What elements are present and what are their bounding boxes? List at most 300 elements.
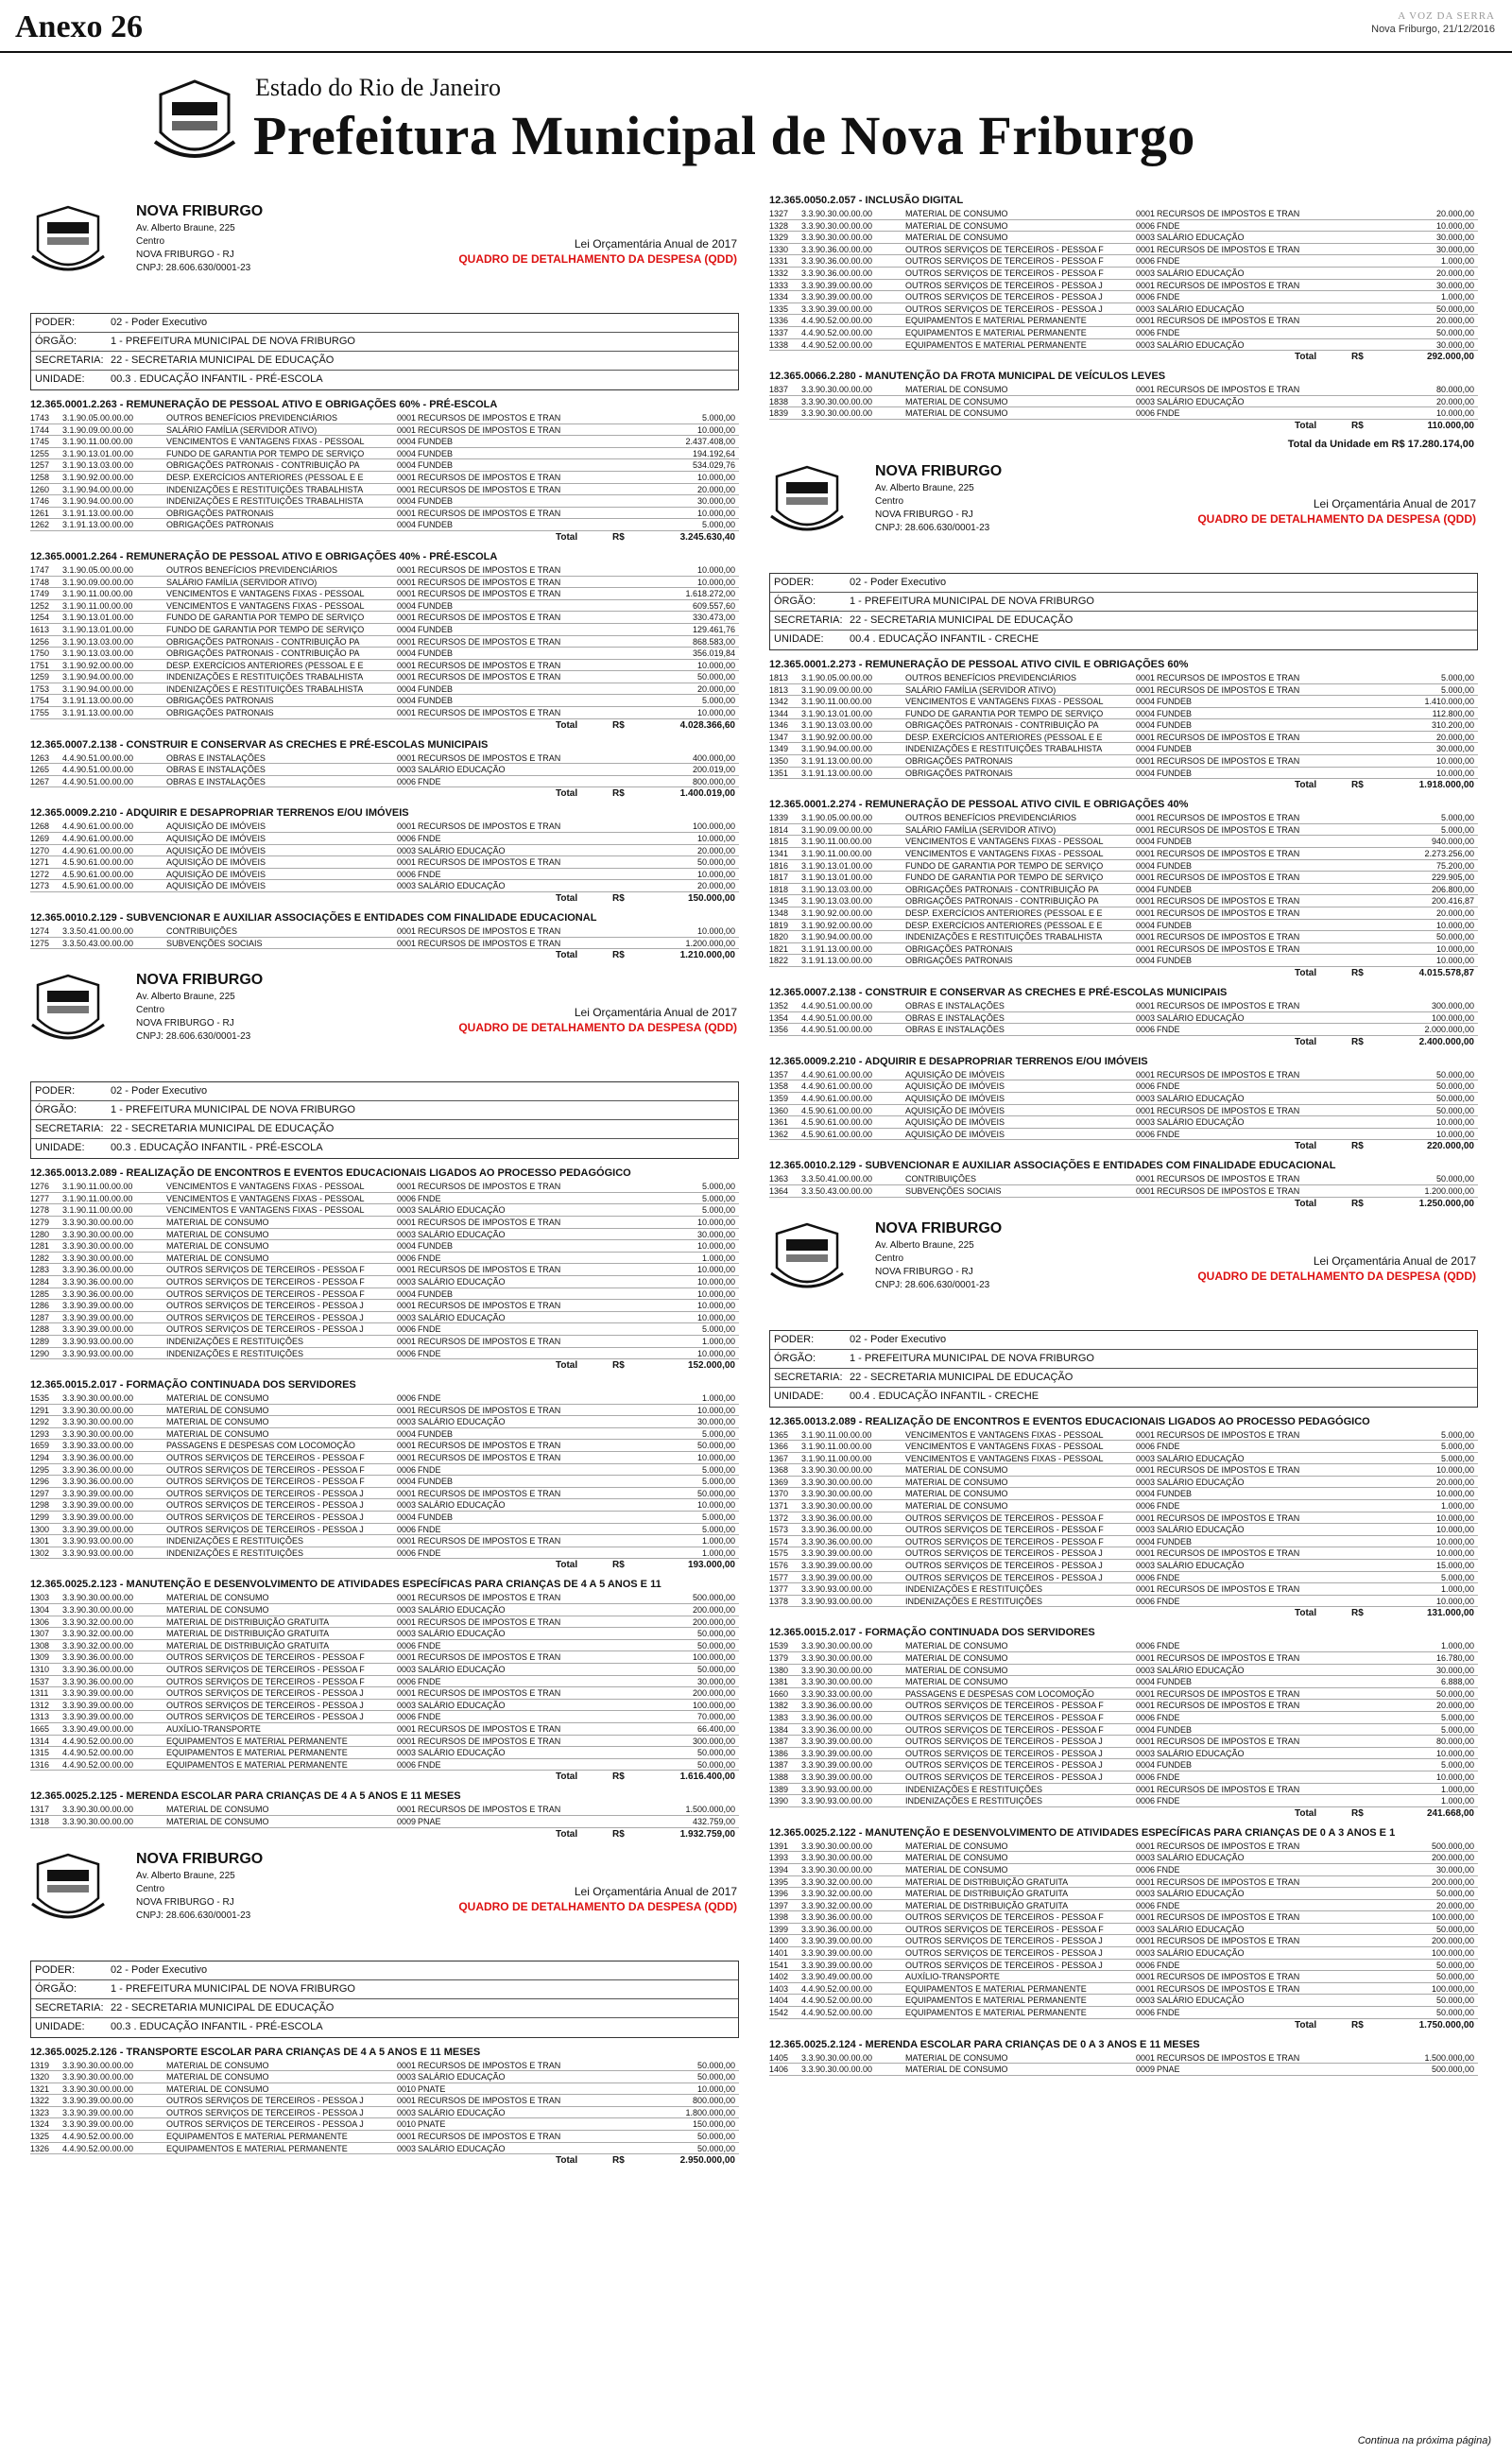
row-source-code: 0004 — [1136, 708, 1156, 718]
row-source-name: RECURSOS DE IMPOSTOS E TRAN — [1157, 873, 1300, 883]
unit-total-label: Total da Unidade em R$ — [1287, 438, 1405, 450]
row-source-name: RECURSOS DE IMPOSTOS E TRAN — [1157, 1912, 1300, 1923]
row-source-name: FNDE — [418, 1253, 441, 1263]
row-code: 1287 — [30, 1312, 50, 1322]
row-source-code: 0001 — [397, 857, 417, 868]
row-amount: 20.000,00 — [1435, 908, 1474, 918]
row-source-name: RECURSOS DE IMPOSTOS E TRAN — [418, 752, 561, 763]
row-code: 1330 — [769, 244, 789, 254]
row-amount: 800.000,00 — [692, 2096, 735, 2106]
row-classification: 3.3.90.30.00.00.00 — [62, 1428, 134, 1439]
row-description: MATERIAL DE CONSUMO — [166, 2072, 269, 2082]
budget-section — [23, 1789, 750, 1840]
row-classification: 3.1.90.92.00.00.00 — [62, 472, 134, 482]
table-row — [30, 2118, 739, 2131]
org-info-box — [30, 313, 739, 390]
row-source-code: 0004 — [397, 496, 417, 507]
row-amount: 100.000,00 — [692, 1700, 735, 1710]
row-classification: 3.3.90.93.00.00.00 — [62, 1348, 134, 1358]
row-code: 1382 — [769, 1701, 789, 1711]
row-amount: 10.000,00 — [1435, 220, 1474, 231]
row-description: MATERIAL DE DISTRIBUIÇÃO GRATUITA — [905, 1900, 1069, 1910]
row-description: AQUISIÇÃO DE IMÓVEIS — [166, 881, 266, 891]
row-amount: 10.000,00 — [696, 1265, 735, 1275]
currency-label: R$ — [612, 1560, 625, 1571]
row-code: 1393 — [769, 1853, 789, 1863]
row-source-name: RECURSOS DE IMPOSTOS E TRAN — [418, 589, 561, 599]
row-source-name: FNDE — [1157, 1641, 1180, 1651]
row-description: OBRIGAÇÕES PATRONAIS - CONTRIBUIÇÃO PA — [166, 636, 360, 647]
row-classification: 3.1.91.13.00.00.00 — [801, 768, 873, 778]
row-code: 1362 — [769, 1129, 789, 1139]
table-row — [30, 612, 739, 624]
row-description: OUTROS SERVIÇOS DE TERCEIROS - PESSOA J — [166, 1524, 364, 1534]
row-description: MATERIAL DE CONSUMO — [905, 220, 1008, 231]
table-row — [769, 1093, 1478, 1105]
row-source-code: 0004 — [1136, 1677, 1156, 1687]
row-code: 1816 — [769, 860, 789, 871]
row-classification: 4.4.90.61.00.00.00 — [801, 1093, 873, 1103]
row-source-code: 0004 — [1136, 744, 1156, 754]
table-row — [769, 2064, 1478, 2076]
row-amount: 10.000,00 — [696, 424, 735, 435]
row-source-code: 0004 — [397, 437, 417, 447]
row-source-code: 0006 — [1136, 1712, 1156, 1722]
row-description: VENCIMENTOS E VANTAGENS FIXAS - PESSOAL — [166, 589, 365, 599]
table-row — [769, 208, 1478, 220]
section-title: 12.365.0001.2.264 - REMUNERAÇÃO DE PESSOAL ATIVO E OBRIGAÇÕES 40% - PRÉ-ESCOLA — [30, 550, 498, 562]
currency-label: R$ — [1351, 420, 1364, 431]
table-row — [769, 1524, 1478, 1536]
row-classification: 3.1.90.05.00.00.00 — [801, 672, 873, 683]
row-classification: 3.3.90.32.00.00.00 — [62, 1629, 134, 1639]
row-code: 1306 — [30, 1616, 50, 1627]
row-description: MATERIAL DE CONSUMO — [166, 1816, 269, 1826]
row-code: 1325 — [30, 2132, 50, 2142]
table-row — [769, 1795, 1478, 1807]
row-code: 1354 — [769, 1012, 789, 1023]
row-description: INDENIZAÇÕES E RESTITUIÇÕES TRABALHISTA — [166, 484, 364, 494]
row-source-name: RECURSOS DE IMPOSTOS E TRAN — [418, 1182, 561, 1192]
total-label: Total — [556, 2155, 578, 2167]
section-title: 12.365.0015.2.017 - FORMAÇÃO CONTINUADA DOS SERVIDORES — [30, 1379, 356, 1391]
total-value: 1.250.000,00 — [1418, 1198, 1474, 1209]
row-source-code: 0004 — [397, 683, 417, 694]
row-source-name: FNDE — [1157, 1864, 1180, 1875]
row-classification: 3.3.90.93.00.00.00 — [62, 1536, 134, 1547]
row-description: DESP. EXERCÍCIOS ANTERIORES (PESSOAL E E — [905, 908, 1103, 918]
row-source-name: RECURSOS DE IMPOSTOS E TRAN — [1157, 2052, 1300, 2063]
row-classification: 3.3.90.49.00.00.00 — [62, 1723, 134, 1734]
row-code: 1265 — [30, 765, 50, 775]
row-amount: 50.000,00 — [1435, 1688, 1474, 1699]
table-row — [769, 280, 1478, 292]
row-description: OUTROS SERVIÇOS DE TERCEIROS - PESSOA J — [166, 1324, 364, 1335]
row-classification: 3.3.90.33.00.00.00 — [62, 1441, 134, 1451]
row-amount: 1.500.000,00 — [685, 1805, 735, 1815]
row-source-code: 0001 — [397, 1301, 417, 1311]
row-source-code: 0003 — [1136, 1525, 1156, 1535]
row-source-name: FNDE — [418, 1759, 441, 1770]
table-row — [769, 836, 1478, 848]
row-description: INDENIZAÇÕES E RESTITUIÇÕES — [166, 1536, 304, 1547]
row-code: 1837 — [769, 385, 789, 395]
row-classification: 3.3.90.30.00.00.00 — [62, 2072, 134, 2082]
budget-section — [762, 986, 1489, 1049]
row-classification: 3.3.90.30.00.00.00 — [801, 2065, 873, 2075]
row-source-code: 0003 — [397, 2107, 417, 2117]
row-code: 1665 — [30, 1723, 50, 1734]
row-source-code: 0001 — [1136, 1429, 1156, 1440]
row-code: 1755 — [30, 708, 50, 718]
table-row — [769, 1572, 1478, 1584]
org-info-value: 02 - Poder Executivo — [111, 317, 208, 328]
row-code: 1753 — [30, 683, 50, 694]
row-amount: 20.000,00 — [696, 881, 735, 891]
row-description: MATERIAL DE CONSUMO — [905, 1653, 1008, 1663]
table-row — [30, 1604, 739, 1616]
row-source-code: 0001 — [1136, 1983, 1156, 1994]
total-label: Total — [556, 1828, 578, 1840]
row-source-name: RECURSOS DE IMPOSTOS E TRAN — [1157, 1653, 1300, 1663]
qdd-title: QUADRO DE DETALHAMENTO DA DESPESA (QDD) — [458, 1899, 737, 1913]
section-total — [762, 1140, 1478, 1153]
row-source-code: 0001 — [1136, 1548, 1156, 1559]
row-amount: 100.000,00 — [1431, 1948, 1474, 1959]
budget-law-title: Lei Orçamentária Anual de 2017 — [574, 1884, 737, 1898]
table-row — [769, 1652, 1478, 1665]
row-amount: 10.000,00 — [696, 926, 735, 936]
address-line: CNPJ: 28.606.630/0001-23 — [136, 263, 251, 273]
row-source-code: 0001 — [397, 472, 417, 482]
row-classification: 3.1.90.13.01.00.00 — [62, 613, 134, 623]
row-source-code: 0006 — [397, 1253, 417, 1263]
row-classification: 3.3.90.36.00.00.00 — [62, 1664, 134, 1674]
currency-label: R$ — [612, 950, 625, 961]
currency-label: R$ — [612, 788, 625, 800]
section-title: 12.365.0025.2.125 - MERENDA ESCOLAR PARA CRIANÇAS DE 4 A 5 ANOS E 11 MESES — [30, 1790, 461, 1803]
row-amount: 10.000,00 — [1435, 943, 1474, 954]
municipality-name: NOVA FRIBURGO — [136, 203, 264, 219]
table-row — [769, 1876, 1478, 1889]
row-source-code: 0001 — [1136, 756, 1156, 767]
row-code: 1339 — [769, 813, 789, 823]
row-source-code: 0006 — [1136, 1960, 1156, 1970]
section-title: 12.365.0025.2.124 - MERENDA ESCOLAR PARA CRIANÇAS DE 0 A 3 ANOS E 11 MESES — [769, 2038, 1200, 2050]
row-amount: 5.000,00 — [701, 1512, 735, 1523]
row-code: 1390 — [769, 1796, 789, 1806]
row-code: 1365 — [769, 1429, 789, 1440]
currency-label: R$ — [1351, 1608, 1364, 1619]
table-row — [30, 1687, 739, 1700]
total-value: 131.000,00 — [1426, 1608, 1474, 1619]
row-source-code: 0004 — [397, 648, 417, 659]
address-line: Av. Alberto Braune, 225 — [136, 223, 235, 233]
table-row — [30, 1264, 739, 1276]
table-row — [769, 407, 1478, 420]
row-classification: 3.3.90.30.00.00.00 — [62, 1405, 134, 1415]
address-line: Av. Alberto Braune, 225 — [136, 1870, 235, 1881]
qdd-header — [762, 459, 1489, 573]
row-description: MATERIAL DE CONSUMO — [166, 1229, 269, 1239]
total-value: 1.932.759,00 — [679, 1828, 735, 1840]
row-source-code: 0003 — [397, 1312, 417, 1322]
row-classification: 3.1.90.09.00.00.00 — [801, 824, 873, 835]
left-column — [23, 194, 750, 2173]
row-source-name: RECURSOS DE IMPOSTOS E TRAN — [1157, 1429, 1300, 1440]
row-amount: 200.000,00 — [1431, 1936, 1474, 1946]
table-row — [769, 708, 1478, 720]
page-topbar — [0, 0, 1512, 53]
row-classification: 4.4.90.52.00.00.00 — [62, 1736, 134, 1746]
row-classification: 3.1.90.13.03.00.00 — [801, 720, 873, 731]
row-source-name: RECURSOS DE IMPOSTOS E TRAN — [1157, 1936, 1300, 1946]
row-description: OUTROS SERVIÇOS DE TERCEIROS - PESSOA F — [905, 1512, 1104, 1523]
row-amount: 50.000,00 — [1435, 1972, 1474, 1982]
section-total — [23, 1828, 739, 1841]
table-row — [30, 636, 739, 648]
table-row — [769, 1453, 1478, 1465]
row-amount: 5.000,00 — [701, 696, 735, 706]
currency-label: R$ — [1351, 780, 1364, 791]
row-description: MATERIAL DE CONSUMO — [166, 1605, 269, 1615]
row-description: MATERIAL DE CONSUMO — [166, 2060, 269, 2070]
row-classification: 3.3.90.30.00.00.00 — [62, 1605, 134, 1615]
row-code: 1745 — [30, 437, 50, 447]
row-code: 1380 — [769, 1665, 789, 1675]
row-amount: 10.000,00 — [696, 508, 735, 518]
row-amount: 30.000,00 — [1435, 244, 1474, 254]
table-row — [30, 776, 739, 788]
total-value: 220.000,00 — [1426, 1141, 1474, 1152]
row-description: OUTROS SERVIÇOS DE TERCEIROS - PESSOA F — [166, 1676, 365, 1686]
org-info-key: ÓRGÃO: — [774, 1352, 816, 1364]
table-row — [769, 1924, 1478, 1936]
row-source-name: RECURSOS DE IMPOSTOS E TRAN — [1157, 896, 1300, 907]
row-classification: 3.3.90.36.00.00.00 — [62, 1464, 134, 1475]
row-description: MATERIAL DE DISTRIBUIÇÃO GRATUITA — [166, 1629, 330, 1639]
row-source-name: RECURSOS DE IMPOSTOS E TRAN — [1157, 1548, 1300, 1559]
row-source-name: RECURSOS DE IMPOSTOS E TRAN — [418, 613, 561, 623]
table-row — [30, 519, 739, 531]
row-source-name: RECURSOS DE IMPOSTOS E TRAN — [1157, 1584, 1300, 1595]
row-classification: 3.1.90.13.01.00.00 — [801, 708, 873, 718]
row-code: 1576 — [769, 1561, 789, 1571]
org-info-row — [31, 1139, 738, 1158]
row-code: 1399 — [769, 1924, 789, 1934]
row-classification: 3.3.90.36.00.00.00 — [801, 1536, 873, 1547]
address-line: Centro — [136, 1883, 165, 1894]
table-row — [30, 1723, 739, 1736]
right-column — [762, 194, 1489, 2082]
section-title: 12.365.0050.2.057 - INCLUSÃO DIGITAL — [769, 195, 964, 206]
row-amount: 50.000,00 — [696, 1441, 735, 1451]
row-amount: 10.000,00 — [696, 1500, 735, 1511]
row-description: OUTROS SERVIÇOS DE TERCEIROS - PESSOA J — [166, 1488, 364, 1498]
row-source-name: FNDE — [1157, 1572, 1180, 1582]
row-classification: 3.3.90.30.00.00.00 — [62, 2060, 134, 2070]
row-amount: 50.000,00 — [1435, 1889, 1474, 1899]
table-row — [30, 1651, 739, 1664]
row-source-name: FNDE — [1157, 1442, 1180, 1452]
section-title: 12.365.0025.2.122 - MANUTENÇÃO E DESENVOLVIMENTO DE ATIVIDADES ESPECÍFICAS PARA CRIANÇAS DE 0 A 3 ANOS E 1 — [769, 1826, 1396, 1839]
row-amount: 50.000,00 — [1435, 327, 1474, 337]
row-source-code: 0003 — [1136, 268, 1156, 278]
row-description: OBRIGAÇÕES PATRONAIS — [905, 756, 1013, 767]
row-code: 1271 — [30, 857, 50, 868]
row-source-code: 0004 — [1136, 697, 1156, 707]
row-classification: 3.3.90.30.00.00.00 — [801, 385, 873, 395]
row-classification: 3.1.90.94.00.00.00 — [62, 496, 134, 507]
row-source-name: RECURSOS DE IMPOSTOS E TRAN — [418, 1453, 561, 1463]
table-row — [769, 1583, 1478, 1596]
total-value: 241.668,00 — [1426, 1807, 1474, 1819]
row-description: OUTROS SERVIÇOS DE TERCEIROS - PESSOA F — [905, 1525, 1104, 1535]
row-code: 1360 — [769, 1105, 789, 1115]
row-classification: 4.5.90.61.00.00.00 — [801, 1117, 873, 1128]
row-source-name: FNDE — [418, 1348, 441, 1358]
row-code: 1258 — [30, 472, 50, 482]
table-row — [769, 719, 1478, 732]
row-source-name: FUNDEB — [1157, 1677, 1193, 1687]
row-code: 1813 — [769, 684, 789, 695]
row-source-name: RECURSOS DE IMPOSTOS E TRAN — [1157, 756, 1300, 767]
address-line: NOVA FRIBURGO - RJ — [136, 250, 234, 260]
row-amount: 1.000,00 — [701, 1336, 735, 1346]
row-description: INDENIZAÇÕES E RESTITUIÇÕES — [905, 1596, 1043, 1606]
row-classification: 3.3.90.32.00.00.00 — [801, 1900, 873, 1910]
masthead-title: Prefeitura Municipal de Nova Friburgo — [253, 105, 1195, 166]
row-amount: 50.000,00 — [696, 2132, 735, 2142]
table-row — [30, 1452, 739, 1464]
row-amount: 80.000,00 — [1435, 1737, 1474, 1747]
row-amount: 50.000,00 — [1435, 303, 1474, 314]
row-classification: 4.4.90.51.00.00.00 — [801, 1025, 873, 1035]
row-source-code: 0006 — [1136, 1596, 1156, 1606]
row-code: 1300 — [30, 1524, 50, 1534]
row-description: INDENIZAÇÕES E RESTITUIÇÕES TRABALHISTA — [905, 932, 1103, 942]
table-row — [769, 696, 1478, 708]
row-description: VENCIMENTOS E VANTAGENS FIXAS - PESSOAL — [905, 837, 1104, 847]
currency-label: R$ — [612, 1771, 625, 1783]
section-rows — [769, 1640, 1478, 1806]
total-label: Total — [1295, 352, 1317, 363]
total-label: Total — [556, 893, 578, 904]
address-line: CNPJ: 28.606.630/0001-23 — [875, 1279, 990, 1290]
row-source-name: SALÁRIO EDUCAÇÃO — [418, 1417, 506, 1427]
row-description: MATERIAL DE CONSUMO — [905, 2065, 1008, 2075]
row-code: 1295 — [30, 1464, 50, 1475]
row-source-name: RECURSOS DE IMPOSTOS E TRAN — [1157, 824, 1300, 835]
row-code: 1281 — [30, 1241, 50, 1252]
row-classification: 3.3.90.30.00.00.00 — [801, 2052, 873, 2063]
table-row — [769, 1935, 1478, 1947]
row-amount: 50.000,00 — [696, 1640, 735, 1650]
row-source-name: RECURSOS DE IMPOSTOS E TRAN — [418, 1405, 561, 1415]
row-classification: 3.1.90.11.00.00.00 — [62, 589, 133, 599]
org-info-key: ÓRGÃO: — [774, 595, 816, 607]
row-classification: 3.3.90.30.00.00.00 — [801, 1501, 873, 1512]
row-classification: 3.3.90.32.00.00.00 — [62, 1640, 134, 1650]
table-row — [769, 1024, 1478, 1036]
row-source-name: RECURSOS DE IMPOSTOS E TRAN — [418, 1736, 561, 1746]
row-code: 1322 — [30, 2096, 50, 2106]
address-line: Av. Alberto Braune, 225 — [136, 992, 235, 1003]
section-title: 12.365.0015.2.017 - FORMAÇÃO CONTINUADA DOS SERVIDORES — [769, 1627, 1095, 1639]
org-info-key: UNIDADE: — [35, 373, 85, 385]
org-info-key: ÓRGÃO: — [35, 1982, 77, 1995]
row-classification: 3.1.91.13.00.00.00 — [62, 508, 134, 518]
row-source-name: SALÁRIO EDUCAÇÃO — [418, 765, 506, 775]
row-classification: 3.3.90.30.00.00.00 — [62, 1217, 134, 1227]
row-amount: 50.000,00 — [696, 857, 735, 868]
row-code: 1356 — [769, 1025, 789, 1035]
row-description: OUTROS SERVIÇOS DE TERCEIROS - PESSOA F — [166, 1664, 365, 1674]
row-source-name: FNDE — [1157, 1796, 1180, 1806]
org-info-box — [30, 1081, 739, 1159]
row-source-name: SALÁRIO EDUCAÇÃO — [1157, 1477, 1245, 1487]
row-amount: 10.000,00 — [1435, 1129, 1474, 1139]
row-source-code: 0004 — [397, 520, 417, 530]
row-description: EQUIPAMENTOS E MATERIAL PERMANENTE — [905, 2008, 1087, 2018]
row-source-code: 0004 — [1136, 920, 1156, 930]
row-amount: 50.000,00 — [696, 1488, 735, 1498]
row-source-name: SALÁRIO EDUCAÇÃO — [1157, 268, 1245, 278]
row-amount: 1.618.272,00 — [685, 589, 735, 599]
row-description: DESP. EXERCÍCIOS ANTERIORES (PESSOAL E E — [905, 732, 1103, 742]
row-code: 1344 — [769, 708, 789, 718]
row-classification: 3.3.90.39.00.00.00 — [62, 1512, 134, 1523]
row-description: OBRAS E INSTALAÇÕES — [905, 1025, 1005, 1035]
row-source-code: 0003 — [1136, 1665, 1156, 1675]
row-source-name: SALÁRIO EDUCAÇÃO — [418, 1664, 506, 1674]
row-amount: 800.000,00 — [692, 776, 735, 786]
row-description: EQUIPAMENTOS E MATERIAL PERMANENTE — [166, 1748, 348, 1758]
row-amount: 5.000,00 — [1440, 1760, 1474, 1771]
row-code: 1336 — [769, 316, 789, 326]
row-classification: 3.3.50.41.00.00.00 — [801, 1174, 873, 1184]
row-amount: 1.200.000,00 — [685, 938, 735, 948]
table-row — [769, 1441, 1478, 1453]
row-code: 1267 — [30, 776, 50, 786]
row-amount: 50.000,00 — [696, 2072, 735, 2082]
row-source-code: 0003 — [397, 1700, 417, 1710]
row-amount: 20.000,00 — [1435, 268, 1474, 278]
row-source-name: RECURSOS DE IMPOSTOS E TRAN — [1157, 943, 1300, 954]
row-code: 1396 — [769, 1889, 789, 1899]
row-source-code: 0001 — [397, 1453, 417, 1463]
row-source-name: SALÁRIO EDUCAÇÃO — [1157, 1117, 1245, 1128]
row-description: AUXÍLIO-TRANSPORTE — [166, 1723, 261, 1734]
row-amount: 200.000,00 — [692, 1616, 735, 1627]
org-info-row — [31, 1120, 738, 1139]
total-value: 110.000,00 — [1427, 420, 1474, 431]
row-classification: 3.3.90.36.00.00.00 — [801, 1512, 873, 1523]
currency-label: R$ — [1351, 967, 1364, 978]
row-source-name: FUNDEB — [1157, 768, 1193, 778]
section-total — [23, 531, 739, 544]
table-row — [769, 755, 1478, 768]
row-amount: 10.000,00 — [696, 1276, 735, 1287]
table-row — [30, 752, 739, 765]
row-classification: 4.4.90.52.00.00.00 — [62, 1748, 134, 1758]
row-source-name: PNAE — [1157, 2065, 1180, 2075]
row-description: FUNDO DE GARANTIA POR TEMPO DE SERVIÇO — [166, 448, 365, 458]
table-row — [30, 1428, 739, 1441]
row-description: VENCIMENTOS E VANTAGENS FIXAS - PESSOAL — [166, 437, 365, 447]
row-classification: 3.3.90.39.00.00.00 — [62, 1301, 134, 1311]
row-amount: 100.000,00 — [1431, 1983, 1474, 1994]
